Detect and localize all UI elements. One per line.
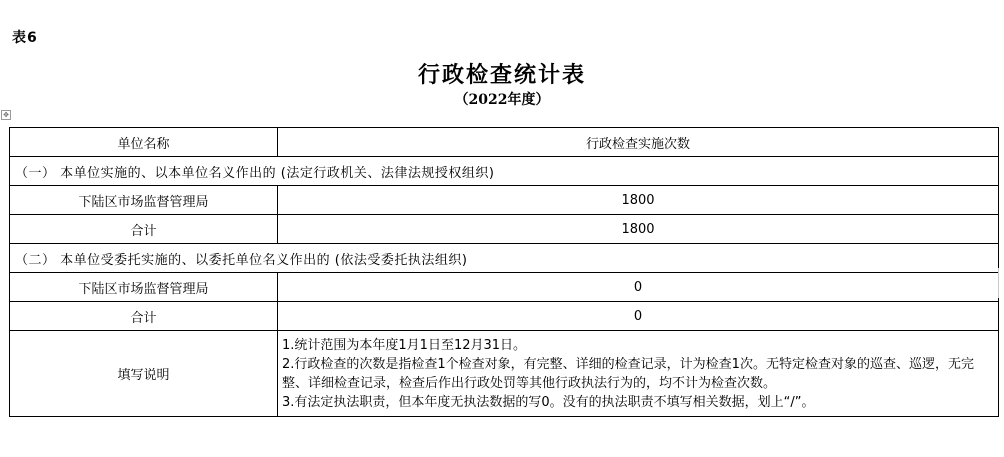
count-cell: 0 [278,273,999,302]
total-count-cell: 0 [278,302,999,331]
count-cell: 1800 [278,186,999,215]
table-row [10,273,999,302]
instructions-label: 填写说明 [10,331,278,417]
document-title: 行政检查统计表 [417,62,586,88]
total-label-cell: 合计 [10,215,278,244]
header-inspection-count: 行政检查实施次数 [278,128,999,157]
table-row [10,186,999,215]
instruction-item-2: 2.行政检查的次数是指检查1个检查对象，有完整、详细的检查记录，计为检查1次。无特定检查对象的巡查、巡逻，无完整、详细检查记录，检查后作出行政处罚等其他行政执法行为的，均不计为检查次数。 [282,357,974,391]
total-label-cell: 合计 [10,302,278,331]
document-subtitle: （2022年度） [454,92,550,108]
instruction-item-3: 3.有法定执法职责，但本年度无执法数据的写0。没有的执法职责不填写相关数据，划上“/”。 [282,395,815,410]
table-header-row [10,128,999,157]
section-row-1 [10,157,999,186]
header-unit-name: 单位名称 [10,128,278,157]
table-number-label: 表6 [12,30,38,46]
section-label-2: （二） 本单位受委托实施的、以委托单位名义作出的 (依法受委托执法组织) [10,244,999,273]
instructions-content [278,331,999,417]
unit-name-cell: 下陆区市场监督管理局 [10,186,278,215]
instruction-item-1: 1.统计范围为本年度1月1日至12月31日。 [282,338,527,353]
unit-name-cell: 下陆区市场监督管理局 [10,273,278,302]
inspection-statistics-table [9,127,999,417]
scroll-edge-divider [998,268,1004,298]
table-move-handle-icon[interactable]: ✥ [1,110,11,120]
total-row-2 [10,302,999,331]
total-row-1 [10,215,999,244]
section-row-2 [10,244,999,273]
section-label-1: （一） 本单位实施的、以本单位名义作出的 (法定行政机关、法律法规授权组织) [10,157,999,186]
total-count-cell: 1800 [278,215,999,244]
instructions-row [10,331,999,417]
